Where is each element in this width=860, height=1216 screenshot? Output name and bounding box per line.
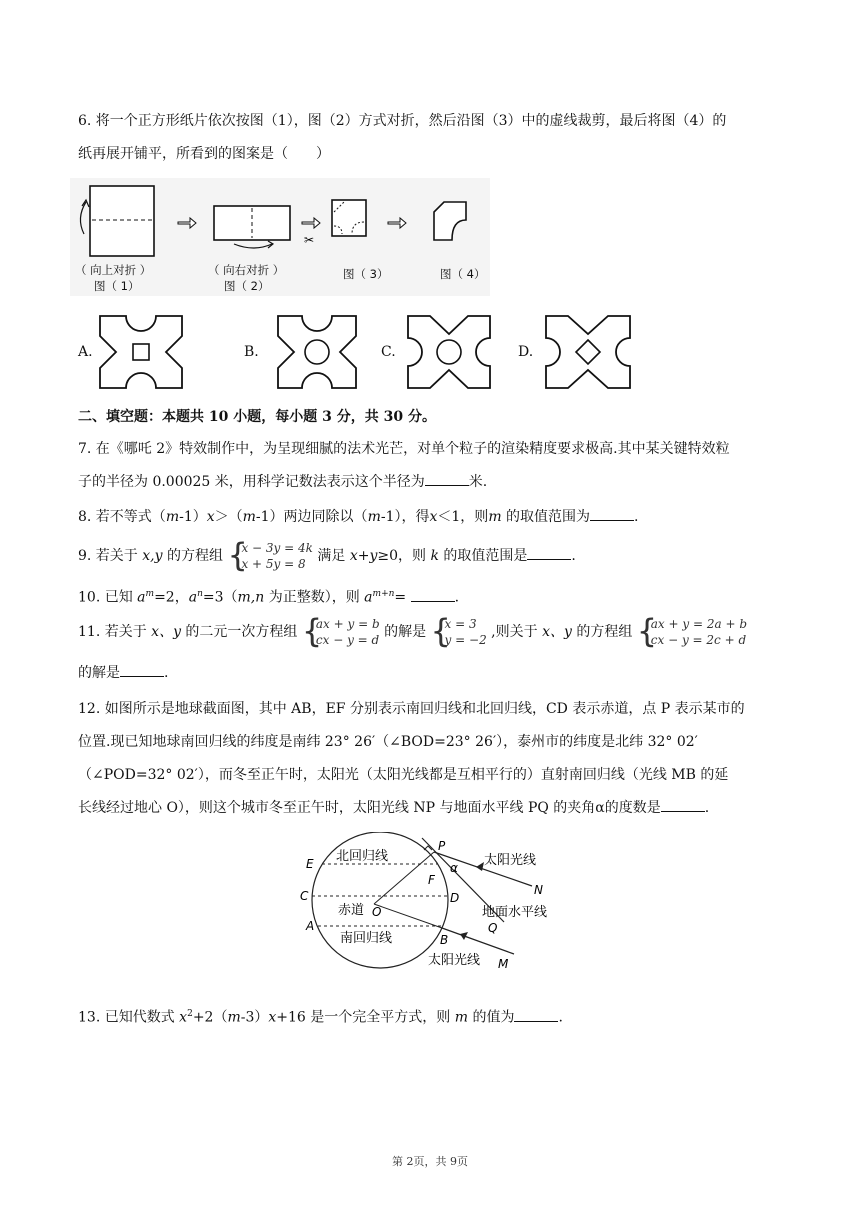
q11-system-1: { ax + y = b cx − y = d	[301, 612, 380, 650]
fig1-square	[90, 186, 154, 256]
q10-text: =3（	[202, 589, 238, 606]
q13-text: 的值为	[468, 1009, 515, 1026]
point-e-label: E	[306, 857, 314, 871]
earth-cross-section-diagram	[296, 832, 586, 974]
q8-answer-blank[interactable]	[590, 508, 634, 521]
q11-text: 11. 若关于	[78, 624, 152, 640]
q13-var: x	[268, 1009, 277, 1026]
q11-s1-eq1: ax + y = b	[315, 617, 380, 631]
q11-system-2: { x = 3 y = −2	[430, 612, 487, 650]
q10-text: .	[454, 589, 460, 606]
fig1-caption-b: 图（ 1）	[94, 279, 140, 293]
option-c-figure[interactable]	[404, 312, 494, 392]
q10-var: a	[188, 589, 198, 606]
point-d-label: D	[450, 891, 460, 905]
sunlight-arrow-icon	[476, 862, 484, 871]
q8-line	[78, 508, 639, 526]
fig3-square	[332, 200, 366, 236]
q8-var: x	[206, 509, 215, 525]
q11-var: x、y	[151, 624, 181, 640]
q12-line4	[78, 799, 709, 817]
fig4-caption: 图（ 4）	[440, 267, 486, 281]
q13-var: m	[454, 1009, 469, 1026]
option-d-label: D.	[518, 344, 534, 360]
q8-text: 8. 若不等式（	[78, 509, 166, 525]
q9-eq2: x + 5y = 8	[241, 557, 306, 571]
q12-answer-blank[interactable]	[661, 799, 705, 812]
q11-text: ,则关于	[491, 624, 543, 640]
q12-line3: （∠POD=32° 02′），而冬至正午时，太阳光（太阳光线都是互相平行的）直射南回归线（光线 MB 的延	[78, 767, 729, 783]
q11-answer-blank[interactable]	[120, 664, 164, 677]
q6-line2: 纸再展开铺平，所看到的图案是（ ）	[78, 146, 330, 162]
q9-text: .	[571, 548, 576, 564]
q11-s1-eq2: cx − y = d	[315, 633, 380, 647]
q9-var: k	[430, 548, 439, 564]
q11-text: 的方程组	[571, 624, 633, 640]
q13-text: 13. 已知代数式	[78, 1009, 180, 1026]
label-south-tropic: 南回归线	[340, 931, 393, 946]
q6-line1: 6. 将一个正方形纸片依次按图（1），图（2）方式对折，然后沿图（3）中的虚线裁剪，最后将图（4）的	[78, 113, 727, 129]
option-c-label: C.	[381, 344, 396, 360]
q11-s3-eq1: ax + y = 2a + b	[650, 617, 748, 631]
q12-line1: 12. 如图所示是地球截面图，其中 AB，EF 分别表示南回归线和北回归线，CD 表示赤道，点 P 表示某市的	[78, 701, 745, 717]
q10-var: a	[137, 589, 146, 606]
radius-ob	[374, 904, 442, 928]
label-north-tropic: 北回归线	[336, 849, 389, 864]
q9-eq1: x − 3y = 4k	[241, 541, 313, 555]
q10-exp: n	[197, 589, 203, 599]
point-p-label: P	[438, 839, 446, 853]
q11-system-3: { ax + y = 2a + b cx − y = 2c + d	[636, 612, 748, 650]
point-a-label: A	[306, 919, 315, 933]
q11-text: 的二元一次方程组	[180, 624, 298, 640]
point-b-label: B	[440, 933, 449, 947]
q7-text-end: 米.	[468, 474, 488, 490]
q7-line1: 7. 在《哪吒 2》特效制作中，为呈现细腻的法术光芒，对单个粒子的渲染精度要求极高.其中某关键特效粒	[78, 441, 730, 457]
scissors-icon: ✂	[304, 233, 315, 247]
fig2-caption-b: 图（ 2）	[224, 279, 270, 293]
q11-s2-eq1: x = 3	[444, 617, 477, 631]
q11-text: 的解是	[384, 624, 427, 640]
q8-text: 的取值范围为	[501, 509, 591, 525]
q9-text: 的方程组	[162, 548, 223, 564]
q12-line2: 位置.现已知地球南回归线的纬度是南纬 23° 26′（∠BOD=23° 26′），泰州市的纬度是北纬 32° 02′	[78, 734, 698, 750]
q9-equation-system: { x − 3y = 4k x + 5y = 8	[227, 536, 313, 574]
q10-var: m,n	[237, 589, 265, 606]
q10-text: 10. 已知	[78, 589, 138, 606]
q10-text: 为正整数），则	[264, 589, 365, 606]
q10-answer-blank[interactable]	[411, 589, 455, 602]
q9-text: 的取值范围是	[438, 548, 528, 564]
q11-s3-eq2: cx − y = 2c + d	[650, 633, 747, 647]
q8-var: m	[242, 509, 256, 525]
q8-text: ＜1，则	[437, 509, 489, 525]
fig2-caption-a: （ 向右对折 ）	[208, 263, 285, 277]
q10-exp: m	[145, 589, 155, 599]
q9-text: 满足	[317, 548, 350, 564]
q11-line2	[78, 664, 168, 682]
q8-var: x	[429, 509, 438, 525]
q10-text: =	[394, 589, 411, 606]
fig3-caption: 图（ 3）	[343, 267, 389, 281]
label-horizon: 地面水平线	[482, 905, 548, 920]
q11-text: .	[164, 665, 169, 681]
q13-var: x	[179, 1009, 188, 1026]
q11-var: x、y	[542, 624, 572, 640]
q10-exp: m+n	[372, 589, 395, 599]
q9-line	[78, 538, 576, 574]
option-b-figure[interactable]	[274, 312, 360, 392]
q13-line	[78, 1005, 563, 1027]
q9-var: x,y	[142, 548, 163, 564]
q13-exp: 2	[187, 1009, 193, 1019]
fig1-caption-a: （ 向上对折 ）	[75, 263, 152, 277]
q8-var: m	[165, 509, 180, 525]
q13-var: m	[227, 1009, 241, 1026]
point-m-label: M	[498, 957, 509, 971]
page-footer: 第 2页，共 9页	[392, 1155, 468, 1168]
q13-text: +16 是一个完全平方式，则	[276, 1009, 455, 1026]
q8-text: -1）两边同除以（	[255, 509, 368, 525]
q11-line1	[78, 614, 747, 650]
label-sunlight-top: 太阳光线	[484, 853, 537, 868]
option-b-label: B.	[244, 344, 259, 360]
option-d-figure[interactable]	[542, 312, 634, 392]
q7-line2	[78, 473, 487, 491]
q9-text: 9. 若关于	[78, 548, 143, 564]
point-c-label: C	[300, 889, 309, 903]
section2-heading: 二、填空题：本题共 10 小题，每小题 3 分，共 30 分。	[78, 409, 436, 425]
q8-text: -1）	[179, 509, 207, 525]
q8-text: -1），得	[380, 509, 430, 525]
q11-s2-eq2: y = −2	[444, 633, 487, 647]
q12-text: 长线经过地心 O），则这个城市冬至正午时，太阳光线 NP 与地面水平线 PQ 的夹角α的度数是	[78, 800, 661, 816]
q13-text: .	[558, 1009, 563, 1026]
q11-text: 的解是	[78, 665, 120, 681]
label-equator: 赤道	[338, 903, 365, 918]
q9-text: ≥0，则	[377, 548, 431, 564]
label-sunlight-bottom: 太阳光线	[428, 953, 481, 968]
q10-text: =2，	[154, 589, 189, 606]
q8-text: ＞（	[214, 509, 243, 525]
q13-text: +2（	[192, 1009, 228, 1026]
point-o-label: O	[372, 905, 382, 919]
option-a-figure[interactable]	[96, 312, 186, 392]
angle-alpha-label: α	[450, 861, 458, 875]
q7-answer-blank[interactable]	[425, 473, 469, 486]
sunlight-mb	[442, 928, 514, 954]
q12-text: .	[704, 800, 710, 816]
point-q-label: Q	[488, 921, 498, 935]
q13-text: -3）	[240, 1009, 269, 1026]
q8-text: .	[634, 509, 639, 525]
q8-var: m	[488, 509, 502, 525]
q9-var: x+y	[349, 548, 378, 564]
q10-line	[78, 585, 459, 607]
q10-var: a	[364, 589, 373, 606]
sunlight-arrow-icon	[460, 932, 468, 940]
point-n-label: N	[534, 883, 543, 897]
q13-answer-blank[interactable]	[514, 1009, 558, 1022]
point-f-label: F	[428, 873, 435, 887]
q8-var: m	[367, 509, 381, 525]
q9-answer-blank[interactable]	[527, 547, 571, 560]
option-a-label: A.	[78, 344, 93, 360]
q7-text: 子的半径为 0.00025 米，用科学记数法表示这个半径为	[78, 474, 425, 490]
